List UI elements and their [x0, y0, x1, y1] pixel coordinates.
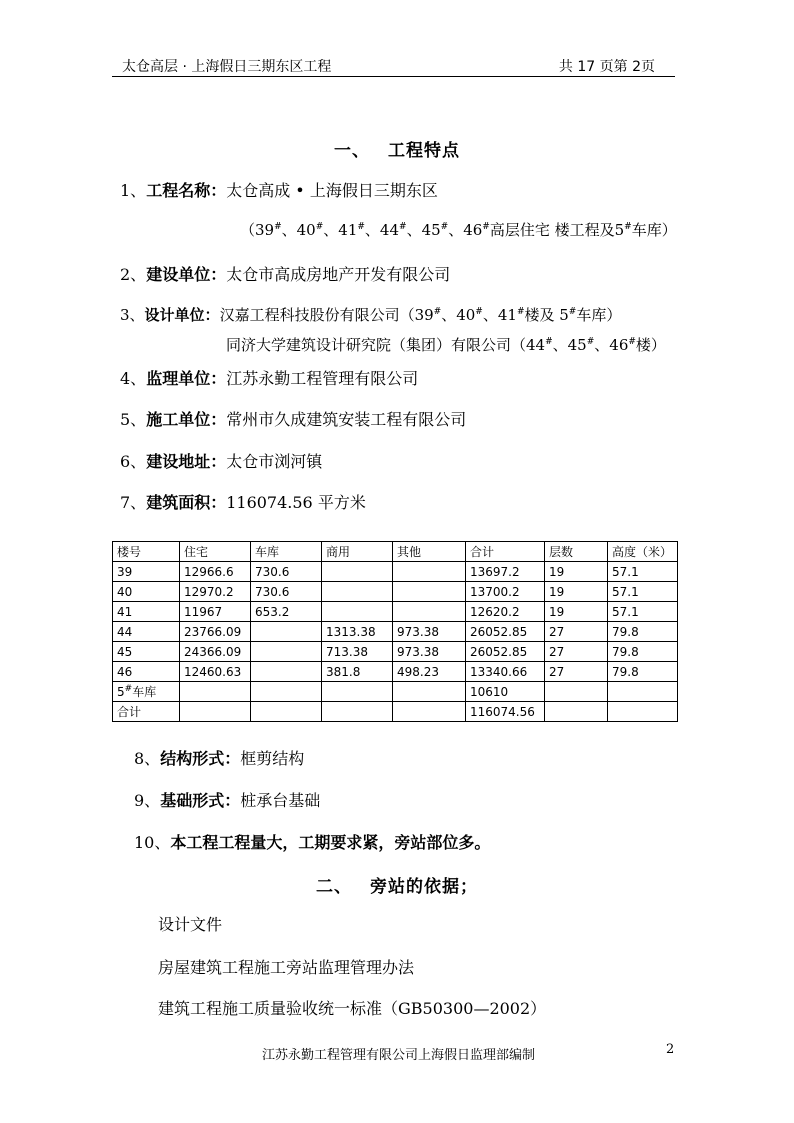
- item-project-name: [120, 178, 438, 201]
- table-cell: 79.8: [608, 622, 678, 642]
- section-2-title: 旁站的依据；: [370, 877, 478, 897]
- table-header-cell: 住宅: [180, 542, 251, 562]
- item-designer: [120, 304, 621, 325]
- item-note: [134, 830, 490, 853]
- table-cell: [180, 682, 251, 702]
- table-cell: 381.8: [322, 662, 393, 682]
- table-header-cell: 车库: [251, 542, 322, 562]
- item-structure: [134, 746, 304, 769]
- item-value: 江苏永勤工程管理有限公司: [226, 369, 419, 388]
- table-cell: 653.2: [251, 602, 322, 622]
- section-2-number: 二、: [316, 877, 352, 897]
- table-cell: 973.38: [393, 642, 466, 662]
- table-cell: [180, 702, 251, 722]
- table-cell: [322, 562, 393, 582]
- table-cell: [322, 682, 393, 702]
- basis-item: 设计文件: [158, 915, 223, 934]
- table-cell: 12620.2: [466, 602, 545, 622]
- item-number: 3、: [120, 306, 145, 324]
- table-row: [113, 642, 678, 662]
- table-row: [113, 622, 678, 642]
- item-value: 太仓市高成房地产开发有限公司: [226, 265, 451, 284]
- table-cell: [393, 582, 466, 602]
- item-label: 设计单位：: [144, 306, 220, 324]
- table-cell: [251, 682, 322, 702]
- item-label: 基础形式：: [160, 791, 241, 810]
- table-cell: [608, 702, 678, 722]
- project-name-detail: （39#、40#、41#、44#、45#、46#高层住宅 楼工程及5#车库）: [240, 221, 677, 239]
- table-cell: 40: [113, 582, 180, 602]
- table-cell: 26052.85: [466, 622, 545, 642]
- item-area: [120, 490, 366, 513]
- item-label: 建设单位：: [146, 265, 227, 284]
- table-row: [113, 682, 678, 702]
- table-row: [113, 602, 678, 622]
- table-cell: 41: [113, 602, 180, 622]
- table-cell: 713.38: [322, 642, 393, 662]
- item-number: 2、: [120, 265, 147, 284]
- table-cell: [322, 702, 393, 722]
- header-project: 太仓高层 · 上海假日三期东区工程: [122, 59, 332, 75]
- table-cell: [545, 702, 608, 722]
- table-cell: 19: [545, 562, 608, 582]
- table-cell: 27: [545, 622, 608, 642]
- table-cell: 44: [113, 622, 180, 642]
- item-foundation: [134, 788, 320, 811]
- item-value: 框剪结构: [240, 749, 305, 768]
- table-cell: [608, 682, 678, 702]
- table-cell: 45: [113, 642, 180, 662]
- table-cell: 5#车库: [113, 682, 180, 702]
- table-cell: 730.6: [251, 582, 322, 602]
- item-supervisor: [120, 366, 418, 389]
- table-header-cell: 楼号: [113, 542, 180, 562]
- table-header-cell: 合计: [466, 542, 545, 562]
- table-cell: 57.1: [608, 602, 678, 622]
- table-cell: 46: [113, 662, 180, 682]
- item-number: 5、: [120, 410, 147, 429]
- table-cell: 19: [545, 602, 608, 622]
- designer-secondary: 同济大学建筑设计研究院（集团）有限公司（44#、45#、46#楼）: [226, 336, 666, 354]
- table-cell: [251, 622, 322, 642]
- table-cell: [545, 682, 608, 702]
- table-header-cell: 其他: [393, 542, 466, 562]
- item-value: 116074.56 平方米: [226, 493, 366, 512]
- table-cell: 730.6: [251, 562, 322, 582]
- table-cell: 13700.2: [466, 582, 545, 602]
- table-cell: 973.38: [393, 622, 466, 642]
- table-row: [113, 702, 678, 722]
- item-address: [120, 449, 322, 472]
- table-cell: 23766.09: [180, 622, 251, 642]
- item-label: 结构形式：: [160, 749, 241, 768]
- table-cell: 57.1: [608, 582, 678, 602]
- page-number: 2: [666, 1042, 675, 1057]
- table-cell: 11967: [180, 602, 251, 622]
- table-cell: [393, 682, 466, 702]
- table-cell: [322, 582, 393, 602]
- table-cell: 39: [113, 562, 180, 582]
- section-title-1: [0, 136, 794, 161]
- table-cell: [322, 602, 393, 622]
- item-number: 8、: [134, 749, 161, 768]
- item-number: 6、: [120, 452, 147, 471]
- table-cell: 24366.09: [180, 642, 251, 662]
- table-cell: [251, 702, 322, 722]
- section-1-title: 工程特点: [388, 141, 460, 161]
- table-cell: 1313.38: [322, 622, 393, 642]
- table-cell: [393, 562, 466, 582]
- item-owner: [120, 262, 450, 285]
- item-label: 监理单位：: [146, 369, 227, 388]
- item-number: 9、: [134, 791, 161, 810]
- table-cell: 12460.63: [180, 662, 251, 682]
- table-cell: 116074.56: [466, 702, 545, 722]
- table-row: [113, 582, 678, 602]
- header-pages: 共 17 页第 2页: [558, 59, 655, 75]
- item-number: 10、: [134, 833, 171, 852]
- basis-item: 建筑工程施工质量验收统一标准（GB50300—2002）: [158, 999, 547, 1018]
- table-cell: 26052.85: [466, 642, 545, 662]
- table-cell: 79.8: [608, 642, 678, 662]
- item-text: 本工程工程量大，工期要求紧，旁站部位多。: [170, 833, 491, 852]
- table-row: [113, 662, 678, 682]
- item-value: 汉嘉工程科技股份有限公司（39#、40#、41#楼及 5#车库）: [219, 306, 622, 324]
- table-header-cell: 高度（米）: [608, 542, 678, 562]
- table-cell: 27: [545, 642, 608, 662]
- item-label: 建筑面积：: [146, 493, 227, 512]
- table-cell: 19: [545, 582, 608, 602]
- table-cell: 12966.6: [180, 562, 251, 582]
- page-header: [112, 54, 675, 77]
- table-cell: [393, 702, 466, 722]
- table-cell: 79.8: [608, 662, 678, 682]
- item-label: 建设地址：: [146, 452, 227, 471]
- table-cell: 12970.2: [180, 582, 251, 602]
- table-cell: 10610: [466, 682, 545, 702]
- table-cell: 498.23: [393, 662, 466, 682]
- item-value: 常州市久成建筑安装工程有限公司: [226, 410, 467, 429]
- table-cell: [251, 662, 322, 682]
- item-value: 太仓市浏河镇: [226, 452, 323, 471]
- basis-item: 房屋建筑工程施工旁站监理管理办法: [158, 958, 415, 977]
- item-number: 1、: [120, 181, 147, 200]
- table-cell: 13340.66: [466, 662, 545, 682]
- table-body: [113, 562, 678, 722]
- table-cell: 合计: [113, 702, 180, 722]
- table-cell: 57.1: [608, 562, 678, 582]
- table-header-row: [113, 542, 678, 562]
- item-label: 工程名称：: [146, 181, 227, 200]
- section-1-number: 一、: [334, 141, 370, 161]
- table-header-cell: 层数: [545, 542, 608, 562]
- item-label: 施工单位：: [146, 410, 227, 429]
- table-cell: [393, 602, 466, 622]
- section-title-2: [0, 872, 794, 897]
- table-cell: [251, 642, 322, 662]
- table-row: [113, 562, 678, 582]
- footer-org: 江苏永勤工程管理有限公司上海假日监理部编制: [262, 1048, 536, 1063]
- item-number: 7、: [120, 493, 147, 512]
- table-header-cell: 商用: [322, 542, 393, 562]
- table-cell: 27: [545, 662, 608, 682]
- table-cell: 13697.2: [466, 562, 545, 582]
- area-table: [112, 541, 678, 722]
- item-value: 桩承台基础: [240, 791, 321, 810]
- item-contractor: [120, 407, 466, 430]
- item-number: 4、: [120, 369, 147, 388]
- item-value: 太仓高成 • 上海假日三期东区: [226, 181, 438, 200]
